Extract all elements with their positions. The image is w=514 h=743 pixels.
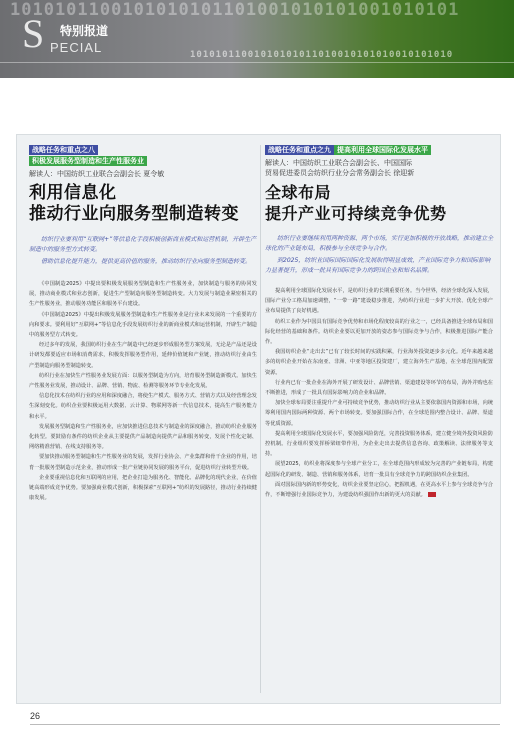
body-paragraph: 行业内已有一批企业在海外开展了研发设计、品牌营销、渠道建设等环节的布局，海外并购也在不断推进，形成了一批具有国际影响力的企业和品牌。 [265, 379, 493, 397]
strategy-subtag-label: 提高利用全球国际化发展水平 [334, 145, 431, 155]
page-number: 26 [30, 711, 41, 721]
body-text [265, 286, 493, 500]
author-line [265, 158, 493, 178]
end-mark-icon [428, 492, 436, 497]
body-paragraph: 《中国制造2025》中提出要积极发展服务型制造和生产性服务业，加快制造与服务的协同发展，推动商业模式和业态创新，促进生产型制造向服务型制造转变。大力发展与制造业紧密相关的生产性服务业，推动服务功能区和服务平台建设。 [29, 281, 257, 308]
header-banner [0, 0, 514, 78]
strategy-subtag-label: 积极发展服务型制造和生产性服务业 [29, 156, 147, 166]
body-paragraph: 经过多年的发展，我国纺织行业在生产制造中已经逐步形成服务型方案发展，无论是产品还是设计研发都要适应市场和消费需求，积极发挥服务型作用，延伸价值链和产业链，推动纺织行业由生产型制造向服务型制造转变。 [29, 342, 257, 369]
strategy-tag-left [29, 145, 257, 155]
section-title-cn: 特别报道 [60, 24, 109, 38]
body-paragraph: 提高利用全球国际化发展水平，要加强风险防范，完善投资服务体系，建立健全境外投资风险防控机制。行业组织要发挥桥梁纽带作用，为企业走出去提供信息咨询、政策解读、法律服务等支持。 [265, 430, 493, 458]
author-line: 解读人：中国纺织工业联合会副会长 夏令敏 [29, 170, 165, 178]
lead-paragraphs [29, 235, 257, 267]
body-paragraph: 企业要重视信息化和互联网的应用，把企业打造为服务化、智能化、品牌化的现代企业，在价值链高端形成竞争优势。要加强商业模式创新，积极探索“互联网+”纺织的发展路径，推动行业持续健康发展。 [29, 474, 257, 502]
banner-letter-s: S [22, 11, 45, 56]
article-panel [16, 134, 501, 704]
body-paragraph: 信息化技术在纺织行业的应用和深度融合，将使生产模式、服务方式、营销方式以及经营理念发生深刻变化。纺织企业要积极运用大数据、云计算、物联网等新一代信息技术，提高生产服务能力和水平。 [29, 393, 257, 420]
article-right [265, 145, 493, 500]
section-title-en: PECIAL [50, 40, 103, 55]
body-paragraph-text: 面对国际国内新的形势变化，纺织企业要坚定信心，把握机遇，在更高水平上参与全球竞争与合作，不断增强行业国际竞争力，为建设纺织强国作出新的更大的贡献。 [265, 481, 493, 499]
body-paragraph [265, 480, 493, 500]
author-line-1: 解读人：中国纺织工业联合会副会长、中国国际 [265, 159, 412, 167]
body-paragraph: 展望2025，纺织业将深度参与全球产业分工，在全球范围内形成较为完善的产业链布局，构建起国际化的研发、制造、营销和服务体系，培育一批具有全球竞争力的跨国纺织企业集团。 [265, 461, 493, 478]
author-line-2: 贸易促进委员会纺织行业分会常务副会长 徐迎新 [265, 169, 415, 177]
banner-binary-pattern: 1010101100101010101101001010101001010101 [10, 0, 460, 20]
lead-paragraph: 纺织行业要利用“互联网+”等信息化手段积极创新商业模式和运营机制，开辟生产制造中的服务型方式转变。 [29, 236, 257, 253]
body-paragraph: 我国纺织企业“走出去”已有了较长时间的实践积累，行业海外投资逐步多元化。近年来越来越多的纺织企业开始在东南亚、非洲、中亚等地区投资建厂，建立海外生产基地，在全球范围内配置资源。 [265, 349, 493, 376]
body-paragraph: 纺织工业作为中国具有国际竞争优势和市场化程度较高的行业之一，已经具备推进全球布局和国际化经营的基础和条件。纺织企业要以更加开放的姿态参与国际竞争与合作，积极推进国际产能合作。 [265, 318, 493, 346]
strategy-tag-right [265, 145, 493, 155]
strategy-subtag-left [29, 156, 257, 166]
banner-divider [0, 62, 514, 63]
body-paragraph: 发展服务型制造和生产性服务业，应加快推进信息技术与制造业的深度融合，推动纺织企业服务化转型。要鼓励有条件的纺织企业从主要提供产品制造向提供产品和服务转变，发展个性化定制、网络精准营销、在线支持服务等。 [29, 423, 257, 451]
title-line: 利用信息化 [29, 183, 117, 203]
strategy-tag-label: 战略任务和重点之八 [29, 145, 98, 155]
article-left [29, 145, 257, 503]
lead-paragraph: 纺织行业要继续利用两种资源、两个市场，实行更加积极的开放战略，推动建立全球化的产业链布局，积极参与全球竞争与合作。 [265, 235, 494, 252]
lead-paragraphs [265, 234, 493, 276]
article-title-right [265, 182, 493, 224]
title-line: 全球布局 [265, 183, 332, 202]
body-paragraph: 《中国制造2025》中提出积极发展服务型制造和生产性服务业是行业未来发展的一个重要的方向和要求。要利用好“互联网+”等信息化手段发展纺织行业的新商业模式和运营机制，开辟生产制造中的服务型方式转变。 [29, 311, 257, 339]
body-paragraph: 提高利用全球国际化发展水平，是纺织行业的长期重要任务。当今世界，经济全球化深入发展，国际产业分工格局加速调整，“一带一路”建设稳步推进，为纺织行业进一步扩大开放、优化全球产业布局提供了良好机遇。 [265, 288, 493, 315]
banner-binary-pattern-small: 10101011001010101011010010101010010101010 [190, 50, 454, 60]
title-line: 推动行业向服务型制造转变 [29, 204, 239, 224]
title-line: 提升产业可持续竞争优势 [265, 204, 447, 223]
lead-paragraph: 到2025，纺织业国际国际国际化发展取得明显成效，产业国际竞争力和国际影响力显著提升，形成一批具有国际竞争力的跨国企业和知名品牌。 [265, 257, 491, 274]
article-title-left [29, 183, 257, 225]
body-text [29, 279, 257, 503]
strategy-tag-label: 战略任务和重点之九 [265, 145, 334, 155]
body-paragraph: 纺织行业在加快生产性服务业发展方面：以服务型制造为方向，培育服务型制造新模式。加快生产性服务业发展，推动设计、品牌、营销、物流、检测等服务环节专业化发展。 [29, 372, 257, 390]
body-paragraph: 加快全球布局要注重提升产业可持续竞争优势，推动纺织行业从主要依靠国内资源和市场，向统筹利用国内国际两种资源、两个市场转变。要加强国际合作，在全球范围内整合设计、品牌、渠道等优质资源。 [265, 400, 493, 427]
footer-rule [30, 724, 500, 725]
body-paragraph: 要加快推动服务型制造和生产性服务业的发展，发挥行业协会、产业集群和骨干企业的作用，培育一批服务型制造示范企业，推动形成一批产业链协同发展的服务平台，促进纺织行业转型升级。 [29, 454, 257, 471]
lead-paragraph: 借助信息化提升能力，提供更高价值的服务，推动纺织行业向服务型制造转变。 [41, 258, 252, 265]
column-divider [260, 145, 261, 693]
